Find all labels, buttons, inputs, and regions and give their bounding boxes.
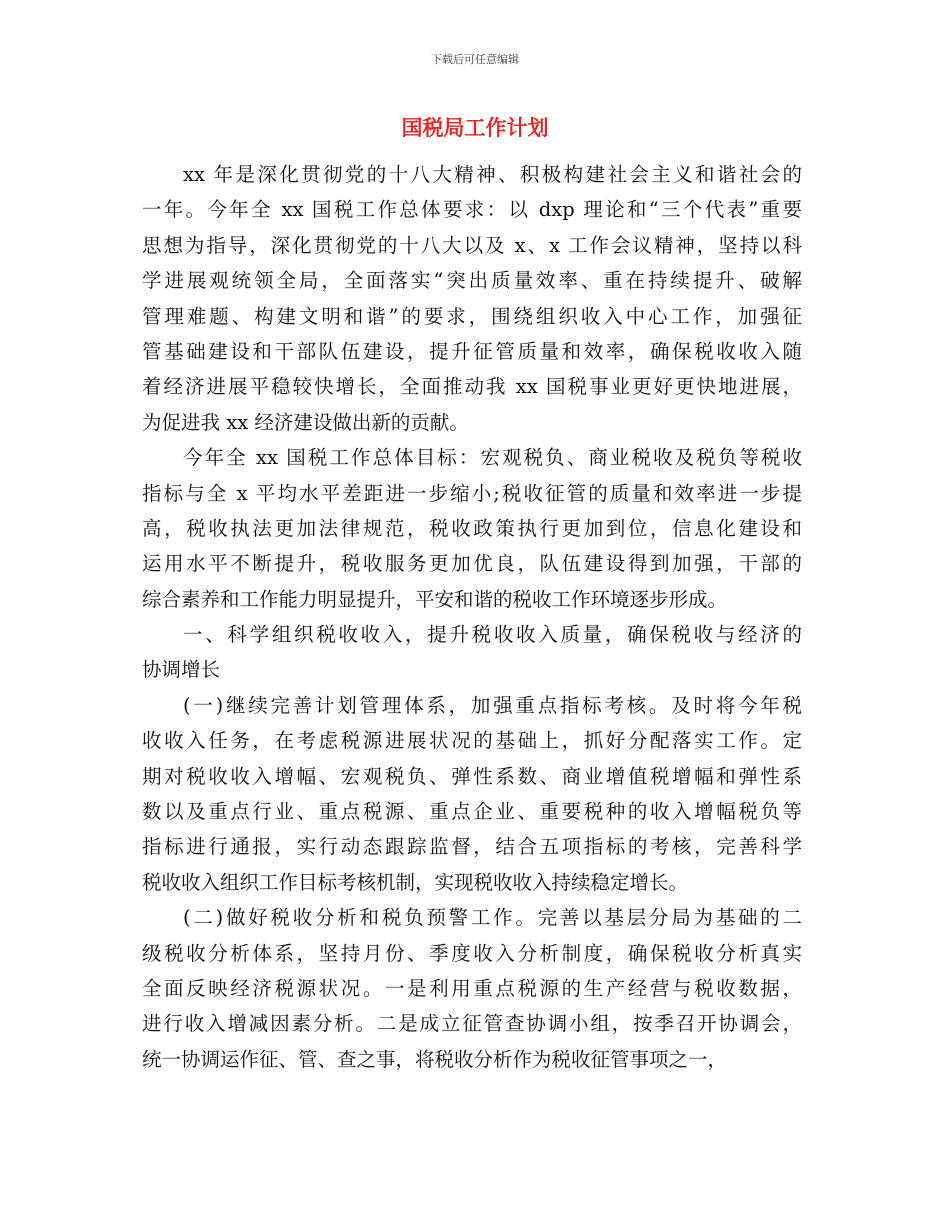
paragraph-line: 一、科学组织税收收入，提升税收收入质量，确保税收与经济的 <box>183 623 802 647</box>
paragraph-line: 税收收入组织工作目标考核机制，实现税收收入持续稳定增长。 <box>142 870 689 894</box>
paragraph-line: 指标与全 x 平均水平差距进一步缩小;税收征管的质量和效率进一步提 <box>142 481 802 505</box>
paragraph-line: 综合素养和工作能力明显提升，平安和谐的税收工作环境逐步形成。 <box>142 587 728 611</box>
paragraph-line: 今年全 xx 国税工作总体目标：宏观税负、商业税收及税负等税收 <box>183 446 802 470</box>
paragraph-line: xx 年是深化贯彻党的十八大精神、积极构建社会主义和谐社会的 <box>183 163 802 186</box>
paragraph-line: 管理难题、构建文明和谐”的要求，围绕组织收入中心工作，加强征 <box>142 304 802 328</box>
paragraph-line: 运用水平不断提升，税收服务更加优良，队伍建设得到加强，干部的 <box>142 552 802 576</box>
paragraph-line: 统一协调运作征、管、查之事，将税收分析作为税收征管事项之一， <box>142 1047 728 1071</box>
paragraph-line: 期对税收收入增幅、宏观税负、弹性系数、商业增值税增幅和弹性系 <box>142 764 802 788</box>
paragraph-line: 数以及重点行业、重点税源、重点企业、重要税种的收入增幅税负等 <box>142 800 802 824</box>
paragraph-line: 收收入任务，在考虑税源进展状况的基础上，抓好分配落实工作。定 <box>142 729 802 753</box>
paragraph-line: 为促进我 xx 经济建设做出新的贡献。 <box>142 410 469 434</box>
paragraph <box>142 688 802 900</box>
page-header: 下载后可任意编辑 <box>431 53 519 66</box>
paragraph-line: 级税收分析体系，坚持月份、季度收入分析制度，确保税收分析真实 <box>142 941 802 965</box>
paragraph <box>142 900 802 1077</box>
paragraph-line: 进行收入增减因素分析。二是成立征管查协调小组，按季召开协调会， <box>142 1012 802 1036</box>
paragraph <box>142 157 802 440</box>
paragraph-line: 指标进行通报，实行动态跟踪监督，结合五项指标的考核，完善科学 <box>142 835 802 859</box>
document-body <box>142 157 802 1077</box>
paragraph-line: 全面反映经济税源状况。一是利用重点税源的生产经营与税收数据， <box>142 976 802 1000</box>
paragraph-line: 思想为指导，深化贯彻党的十八大以及 x、x 工作会议精神，坚持以科 <box>142 233 802 257</box>
paragraph-line: 一年。今年全 xx 国税工作总体要求：以 dxp 理论和“三个代表”重要 <box>142 198 802 222</box>
paragraph-line: (二)做好税收分析和税负预警工作。完善以基层分局为基础的二 <box>183 906 802 930</box>
paragraph-line: 高，税收执法更加法律规范，税收政策执行更加到位，信息化建设和 <box>142 516 802 540</box>
paragraph-line: (一)继续完善计划管理体系，加强重点指标考核。及时将今年税 <box>183 693 802 717</box>
paragraph <box>142 617 802 688</box>
paragraph-line: 协调增长 <box>142 658 221 682</box>
paragraph-line: 着经济进展平稳较快增长，全面推动我 xx 国税事业更好更快地进展， <box>142 375 802 399</box>
paragraph-line: 管基础建设和干部队伍建设，提升征管质量和效率，确保税收收入随 <box>142 339 802 363</box>
document-title: 国税局工作计划 <box>401 115 549 140</box>
paragraph-line: 学进展观统领全局，全面落实“突出质量效率、重在持续提升、破解 <box>142 269 802 293</box>
paragraph <box>142 440 802 617</box>
